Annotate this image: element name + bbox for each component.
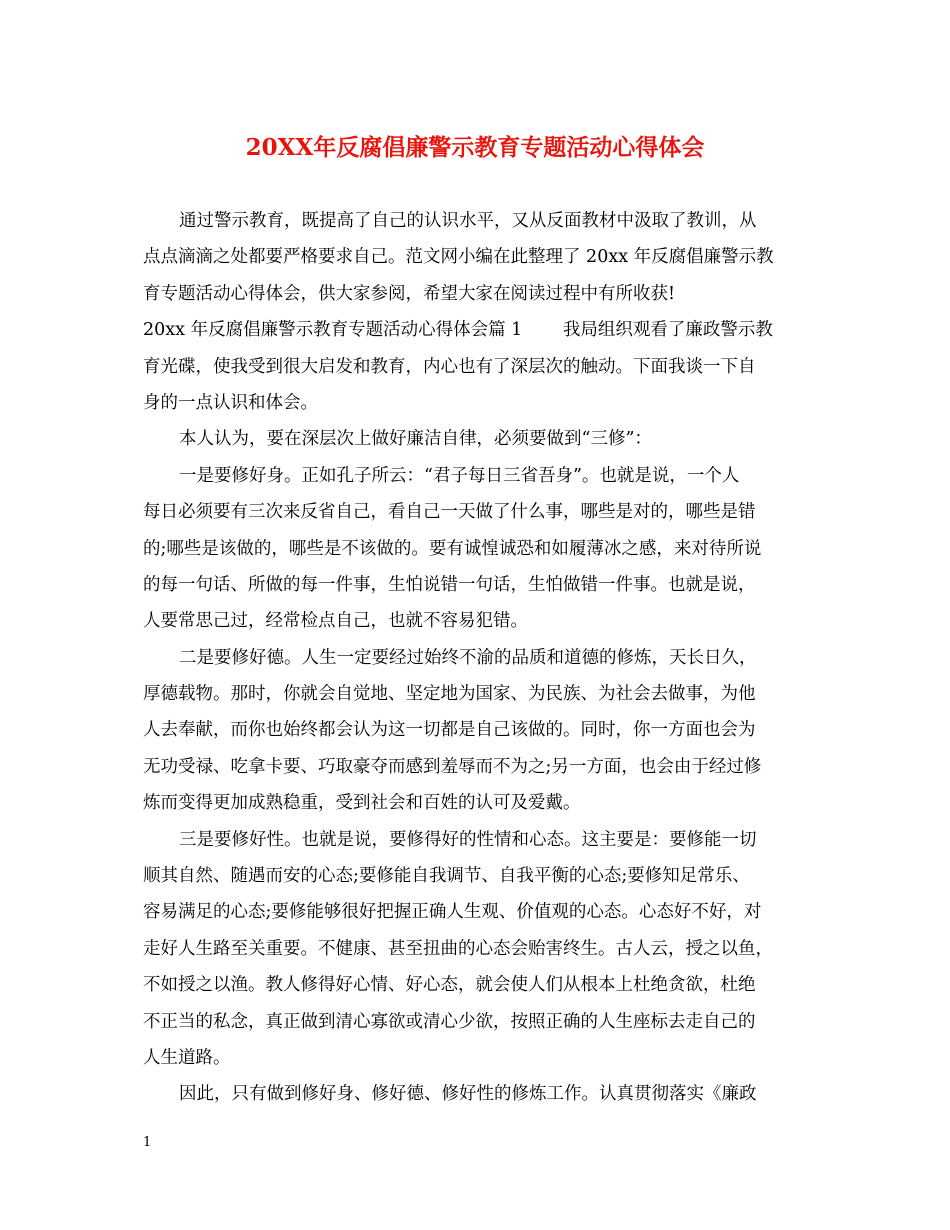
- text-line: 因此，只有做到修好身、修好德、修好性的修炼工作。认真贯彻落实《廉政: [179, 1084, 757, 1105]
- text-line: 厚德载物。那时，你就会自觉地、坚定地为国家、为民族、为社会去做事，为他: [143, 684, 756, 705]
- text-line: 本人认为，要在深层次上做好廉洁自律，必须要做到“三修”：: [179, 429, 652, 450]
- document-body: [143, 203, 815, 1113]
- text-line: 人去奉献，而你也始终都会认为这一切都是自己该做的。同时，你一方面也会为: [143, 720, 756, 741]
- text-line: 育专题活动心得体会，供大家参阅，希望大家在阅读过程中有所收获!: [143, 283, 676, 304]
- text-line: 三是要修好性。也就是说，要修得好的性情和心态。这主要是：要修能一切: [179, 829, 757, 850]
- text-line: 身的一点认识和体会。: [143, 392, 318, 413]
- document-title: 20XX年反腐倡廉警示教育专题活动心得体会: [245, 134, 705, 161]
- text-line: 一是要修好身。正如孔子所云：“君子每日三省吾身”。也就是说，一个人: [179, 465, 740, 486]
- text-line: 的;哪些是该做的，哪些是不该做的。要有诚惶诚恐和如履薄冰之感，来对待所说: [143, 538, 762, 559]
- text-line: 点点滴滴之处都要严格要求自己。范文网小编在此整理了 20xx 年反腐倡廉警示教: [143, 247, 774, 268]
- text-line: 容易满足的心态;要修能够很好把握正确人生观、价值观的心态。心态好不好，对: [143, 902, 762, 923]
- text-line: 走好人生路至关重要。不健康、甚至扭曲的心态会贻害终生。古人云，授之以鱼，: [143, 938, 773, 959]
- text-line: 的每一句话、所做的每一件事，生怕说错一句话，生怕做错一件事。也就是说，: [143, 574, 756, 595]
- text-line: 无功受禄、吃拿卡要、巧取豪夺而感到羞辱而不为之;另一方面，也会由于经过修: [143, 756, 762, 777]
- text-line: 炼而变得更加成熟稳重，受到社会和百姓的认可及爱戴。: [143, 793, 581, 814]
- text-line: 育光碟，使我受到很大启发和教育，内心也有了深层次的触动。下面我谈一下自: [143, 356, 756, 377]
- text-line: 人生道路。: [143, 1047, 231, 1068]
- page-number: 1: [143, 1135, 152, 1150]
- text-line: 不如授之以渔。教人修得好心情、好心态，就会使人们从根本上杜绝贪欲，杜绝: [143, 975, 756, 996]
- text-line: 不正当的私念，真正做到清心寡欲或清心少欲，按照正确的人生座标去走自己的: [143, 1011, 756, 1032]
- text-line: 人要常思己过，经常检点自己，也就不容易犯错。: [143, 611, 528, 632]
- text-line: 20xx 年反腐倡廉警示教育专题活动心得体会篇 1 我局组织观看了廉政警示教: [143, 320, 773, 341]
- text-line: 通过警示教育，既提高了自己的认识水平，又从反面教材中汲取了教训，从: [179, 211, 757, 231]
- text-line: 每日必须要有三次来反省自己，看自己一天做了什么事，哪些是对的，哪些是错: [143, 502, 756, 523]
- text-line: 顺其自然、随遇而安的心态;要修能自我调节、自我平衡的心态;要修知足常乐、: [143, 866, 750, 887]
- text-line: 二是要修好德。人生一定要经过始终不渝的品质和道德的修炼，天长日久，: [179, 647, 757, 668]
